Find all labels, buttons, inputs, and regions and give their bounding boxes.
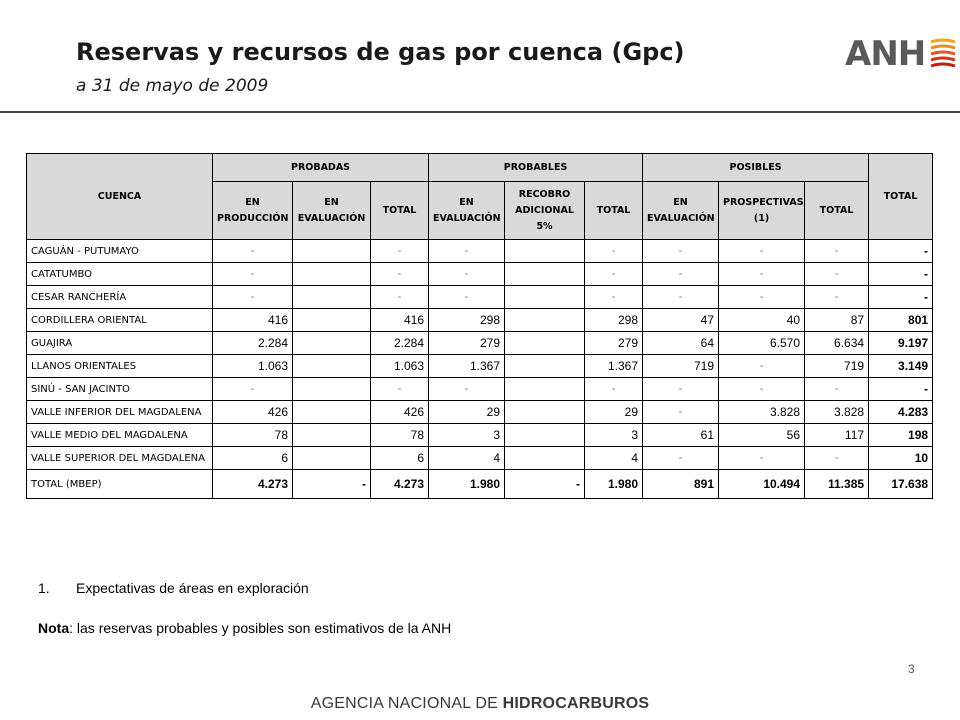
- value-cell: [505, 355, 585, 378]
- row-total-cell: 9.197: [869, 332, 933, 355]
- value-cell: -: [805, 447, 869, 470]
- value-cell: -: [213, 263, 293, 286]
- value-cell: -: [429, 286, 505, 309]
- header-probables-recobro: RECOBRO ADICIONAL 5%: [505, 182, 585, 240]
- value-cell: 10.494: [719, 470, 805, 499]
- total-label: TOTAL (MBEP): [27, 470, 213, 499]
- value-cell: [293, 309, 371, 332]
- value-cell: 117: [805, 424, 869, 447]
- value-cell: [293, 424, 371, 447]
- value-cell: -: [371, 263, 429, 286]
- value-cell: -: [371, 286, 429, 309]
- value-cell: [293, 332, 371, 355]
- cuenca-name: SINÚ - SAN JACINTO: [27, 378, 213, 401]
- value-cell: 1.063: [371, 355, 429, 378]
- value-cell: [505, 332, 585, 355]
- value-cell: [293, 263, 371, 286]
- cuenca-name: CORDILLERA ORIENTAL: [27, 309, 213, 332]
- value-cell: -: [719, 378, 805, 401]
- header-cuenca: CUENCA: [27, 154, 213, 240]
- value-cell: 4: [585, 447, 643, 470]
- row-total-cell: -: [869, 378, 933, 401]
- value-cell: -: [429, 378, 505, 401]
- value-cell: -: [213, 286, 293, 309]
- header-total: TOTAL: [869, 154, 933, 240]
- value-cell: [293, 447, 371, 470]
- anh-logo: [845, 34, 957, 74]
- value-cell: -: [643, 447, 719, 470]
- value-cell: 426: [371, 401, 429, 424]
- value-cell: 891: [643, 470, 719, 499]
- value-cell: [293, 355, 371, 378]
- cuenca-name: CESAR RANCHERÍA: [27, 286, 213, 309]
- table-row: [27, 355, 933, 378]
- value-cell: -: [719, 240, 805, 263]
- value-cell: 3.828: [805, 401, 869, 424]
- value-cell: [293, 286, 371, 309]
- value-cell: 298: [429, 309, 505, 332]
- header-probables: PROBABLES: [429, 154, 643, 182]
- value-cell: -: [585, 263, 643, 286]
- value-cell: -: [805, 240, 869, 263]
- value-cell: 6: [213, 447, 293, 470]
- value-cell: 3.828: [719, 401, 805, 424]
- value-cell: [505, 240, 585, 263]
- header-posibles-total: TOTAL: [805, 182, 869, 240]
- value-cell: -: [805, 286, 869, 309]
- cuenca-name: CATATUMBO: [27, 263, 213, 286]
- note-text: : las reservas probables y posibles son estimativos de la ANH: [69, 620, 452, 636]
- value-cell: [505, 378, 585, 401]
- value-cell: 4.273: [371, 470, 429, 499]
- value-cell: 4: [429, 447, 505, 470]
- value-cell: [505, 309, 585, 332]
- value-cell: 279: [585, 332, 643, 355]
- footnote-number: 1.: [38, 580, 50, 596]
- header-posibles-prospectivas: PROSPECTIVAS (1): [719, 182, 805, 240]
- value-cell: -: [719, 263, 805, 286]
- table-row: [27, 332, 933, 355]
- table-row: [27, 424, 933, 447]
- value-cell: 40: [719, 309, 805, 332]
- value-cell: 29: [429, 401, 505, 424]
- value-cell: [505, 286, 585, 309]
- logo-text: ANH: [845, 34, 926, 74]
- header-divider: [0, 111, 960, 113]
- header-posibles: POSIBLES: [643, 154, 869, 182]
- value-cell: 298: [585, 309, 643, 332]
- value-cell: 1.980: [429, 470, 505, 499]
- footnote-text: Expectativas de áreas en exploración: [76, 580, 309, 596]
- value-cell: -: [429, 240, 505, 263]
- value-cell: -: [429, 263, 505, 286]
- value-cell: 1.367: [585, 355, 643, 378]
- value-cell: 416: [213, 309, 293, 332]
- row-total-cell: 10: [869, 447, 933, 470]
- total-row: [27, 470, 933, 499]
- cuenca-name: VALLE MEDIO DEL MAGDALENA: [27, 424, 213, 447]
- value-cell: 2.284: [371, 332, 429, 355]
- value-cell: 47: [643, 309, 719, 332]
- value-cell: -: [719, 447, 805, 470]
- value-cell: 1.063: [213, 355, 293, 378]
- value-cell: -: [719, 355, 805, 378]
- row-total-cell: 3.149: [869, 355, 933, 378]
- header-probables-en-evaluacion: EN EVALUACIÓN: [429, 182, 505, 240]
- value-cell: 279: [429, 332, 505, 355]
- header-probadas-total: TOTAL: [371, 182, 429, 240]
- value-cell: 426: [213, 401, 293, 424]
- cuenca-name: VALLE INFERIOR DEL MAGDALENA: [27, 401, 213, 424]
- value-cell: 6: [371, 447, 429, 470]
- value-cell: 61: [643, 424, 719, 447]
- value-cell: -: [719, 286, 805, 309]
- value-cell: -: [213, 240, 293, 263]
- value-cell: 64: [643, 332, 719, 355]
- value-cell: -: [643, 286, 719, 309]
- header-probadas-en-evaluacion: EN EVALUACIÓN: [293, 182, 371, 240]
- value-cell: 719: [643, 355, 719, 378]
- note-label: Nota: [38, 620, 70, 636]
- value-cell: 56: [719, 424, 805, 447]
- row-total-cell: 198: [869, 424, 933, 447]
- title-unit: (Gpc): [611, 38, 685, 66]
- table-row: [27, 286, 933, 309]
- flame-stripes-icon: [929, 38, 957, 70]
- value-cell: 78: [371, 424, 429, 447]
- row-total-cell: 801: [869, 309, 933, 332]
- value-cell: -: [585, 378, 643, 401]
- page-title: Reservas y recursos de gas por cuenca (Gpc): [76, 38, 685, 66]
- value-cell: -: [805, 378, 869, 401]
- value-cell: -: [585, 286, 643, 309]
- value-cell: 3: [585, 424, 643, 447]
- header-probadas-en-produccion: EN PRODUCCIÓN: [213, 182, 293, 240]
- cuenca-name: CAGUÁN - PUTUMAYO: [27, 240, 213, 263]
- value-cell: 4.273: [213, 470, 293, 499]
- table-row: [27, 240, 933, 263]
- value-cell: 78: [213, 424, 293, 447]
- value-cell: [505, 263, 585, 286]
- value-cell: [505, 447, 585, 470]
- row-total-cell: -: [869, 286, 933, 309]
- header-probables-total: TOTAL: [585, 182, 643, 240]
- table-row: [27, 378, 933, 401]
- table-row: [27, 263, 933, 286]
- header-probadas: PROBADAS: [213, 154, 429, 182]
- value-cell: -: [505, 470, 585, 499]
- value-cell: -: [643, 401, 719, 424]
- value-cell: 1.980: [585, 470, 643, 499]
- value-cell: 1.367: [429, 355, 505, 378]
- value-cell: [505, 424, 585, 447]
- value-cell: 29: [585, 401, 643, 424]
- value-cell: -: [371, 240, 429, 263]
- page-number: 3: [908, 662, 915, 676]
- page-subtitle: a 31 de mayo de 2009: [76, 76, 269, 96]
- footer-agency-name: AGENCIA NACIONAL DE HIDROCARBUROS: [310, 695, 650, 712]
- value-cell: [505, 401, 585, 424]
- row-total-cell: -: [869, 240, 933, 263]
- value-cell: 3: [429, 424, 505, 447]
- value-cell: 11.385: [805, 470, 869, 499]
- table-row: [27, 401, 933, 424]
- value-cell: -: [371, 378, 429, 401]
- value-cell: 6.570: [719, 332, 805, 355]
- value-cell: [293, 378, 371, 401]
- value-cell: 6.634: [805, 332, 869, 355]
- table-body: [27, 240, 933, 499]
- table-row: [27, 447, 933, 470]
- value-cell: 87: [805, 309, 869, 332]
- value-cell: -: [643, 240, 719, 263]
- row-total-cell: 17.638: [869, 470, 933, 499]
- reserves-table: [26, 153, 933, 499]
- cuenca-name: GUAJIRA: [27, 332, 213, 355]
- value-cell: -: [293, 470, 371, 499]
- value-cell: 416: [371, 309, 429, 332]
- value-cell: -: [213, 378, 293, 401]
- value-cell: -: [643, 378, 719, 401]
- value-cell: [293, 240, 371, 263]
- value-cell: -: [643, 263, 719, 286]
- cuenca-name: LLANOS ORIENTALES: [27, 355, 213, 378]
- row-total-cell: -: [869, 263, 933, 286]
- header-posibles-en-evaluacion: EN EVALUACIÓN: [643, 182, 719, 240]
- value-cell: 2.284: [213, 332, 293, 355]
- value-cell: 719: [805, 355, 869, 378]
- footnote: [38, 580, 309, 596]
- row-total-cell: 4.283: [869, 401, 933, 424]
- value-cell: -: [585, 240, 643, 263]
- table-row: [27, 309, 933, 332]
- cuenca-name: VALLE SUPERIOR DEL MAGDALENA: [27, 447, 213, 470]
- value-cell: -: [805, 263, 869, 286]
- value-cell: [293, 401, 371, 424]
- note: [38, 620, 451, 636]
